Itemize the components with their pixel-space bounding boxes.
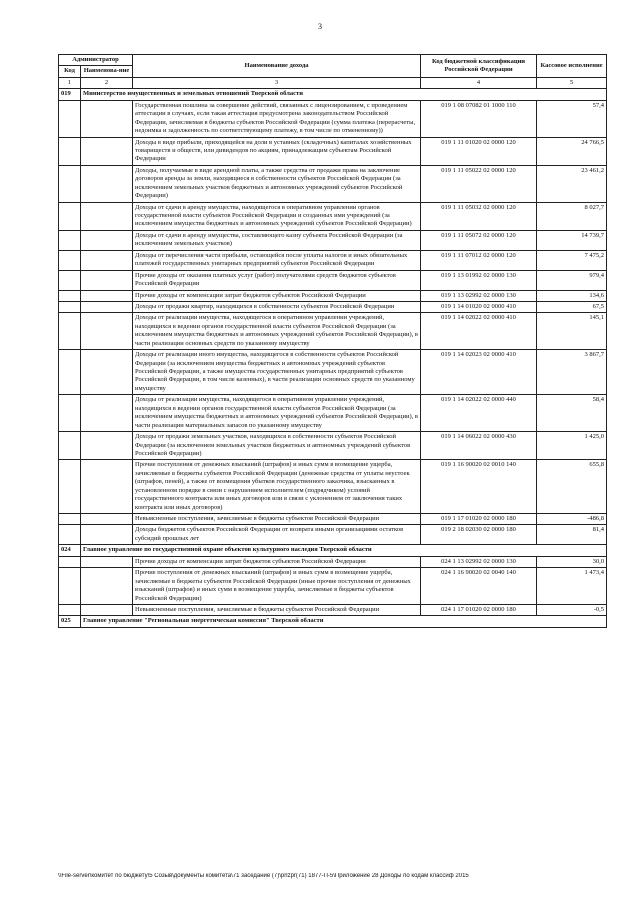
- execution-amount: 655,8: [537, 460, 607, 514]
- empty-cell: [59, 301, 81, 312]
- footer-path: \\File-server\комитет по бюджету\5 Созыв\документы комитета\71 заседание (7)\prlzpr(71) 1877-П-5\Приложение 28 Доходы по кодам классиф 2015: [58, 873, 469, 879]
- kbk-code: 019 2 18 02030 02 0000 180: [421, 525, 537, 545]
- empty-cell: [59, 604, 81, 615]
- income-description: Невыясненные поступления, зачисляемые в бюджеты субъектов Российской Федерации: [133, 604, 421, 615]
- kbk-code: 019 1 11 05072 02 0000 120: [421, 230, 537, 250]
- col-num: 3: [133, 77, 421, 88]
- table-row: [59, 395, 607, 432]
- kbk-code: 024 1 17 01020 02 0000 180: [421, 604, 537, 615]
- kbk-code: 019 1 14 02022 02 0000 440: [421, 395, 537, 432]
- empty-cell: [81, 525, 133, 545]
- execution-amount: 24 766,5: [537, 137, 607, 165]
- empty-cell: [59, 100, 81, 137]
- income-description: Доходы от сдачи в аренду имущества, составляющего казну субъекта Российской Федерации (за исключением земельных участков): [133, 230, 421, 250]
- kbk-code: 019 1 14 06022 02 0000 430: [421, 432, 537, 460]
- kbk-code: 019 1 14 02023 02 0000 410: [421, 350, 537, 395]
- empty-cell: [81, 514, 133, 525]
- income-description: Прочие поступления от денежных взысканий (штрафов) и иных сумм в возмещение ущерба, зачисляемые в бюджеты субъектов Российской Федерации (иные прочие поступления от денежных взысканий (штрафов) и иных сумм в возмещение ущерба, зачисляемые в бюджеты субъектов Российской Федерации): [133, 568, 421, 605]
- income-table: [58, 54, 607, 628]
- execution-amount: 3 867,7: [537, 350, 607, 395]
- table-row: [59, 100, 607, 137]
- empty-cell: [81, 230, 133, 250]
- group-code: 025: [59, 616, 81, 627]
- execution-amount: 81,4: [537, 525, 607, 545]
- execution-amount: 145,1: [537, 313, 607, 350]
- table-row: [59, 556, 607, 567]
- empty-cell: [59, 568, 81, 605]
- empty-cell: [81, 165, 133, 202]
- empty-cell: [59, 432, 81, 460]
- execution-amount: 979,4: [537, 270, 607, 290]
- income-description: Прочие доходы от оказания платных услуг (работ) получателями средств бюджетов субъектов Российской Федерации: [133, 270, 421, 290]
- group-code: 024: [59, 545, 81, 556]
- execution-amount: 67,5: [537, 301, 607, 312]
- empty-cell: [81, 301, 133, 312]
- empty-cell: [81, 202, 133, 230]
- table-row: [59, 514, 607, 525]
- execution-amount: 7 475,2: [537, 250, 607, 270]
- col-num: 5: [537, 77, 607, 88]
- table-row: [59, 525, 607, 545]
- execution-amount: 30,0: [537, 556, 607, 567]
- execution-amount: 57,4: [537, 100, 607, 137]
- empty-cell: [59, 313, 81, 350]
- table-row: [59, 301, 607, 312]
- income-description: Доходы от сдачи в аренду имущества, находящегося в оперативном управлении органов государственной власти субъектов Российской Федерации и созданных ими учреждений (за исключением имущества бюджетных и автономных учреждений субъектов Российской Федерации): [133, 202, 421, 230]
- empty-cell: [59, 556, 81, 567]
- group-row: [59, 545, 607, 556]
- exec-header: Кассовое исполнение: [537, 55, 607, 78]
- income-description: Прочие поступления от денежных взысканий (штрафов) и иных сумм в возмещение ущерба, зачисляемые в бюджеты субъектов Российской Федерации (денежные средства от уплаты неустоек (штрафов, пеней), а также от возмещения убытков государственного заказчика, взысканных в установленном порядке в связи с нарушением исполнителем (подрядчиком) условий государственного контракта или иных договоров или в связи с уклонением от заключения таких контракта или иных договоров): [133, 460, 421, 514]
- empty-cell: [59, 270, 81, 290]
- group-title: Главное управление "Региональная энергетическая комиссия" Тверской области: [81, 616, 607, 627]
- empty-cell: [59, 395, 81, 432]
- table-row: [59, 250, 607, 270]
- empty-cell: [59, 350, 81, 395]
- execution-amount: 134,6: [537, 290, 607, 301]
- empty-cell: [59, 460, 81, 514]
- group-row: [59, 89, 607, 100]
- kbk-code: 019 1 16 90020 02 0010 140: [421, 460, 537, 514]
- execution-amount: -486,8: [537, 514, 607, 525]
- table-row: [59, 604, 607, 615]
- income-description: Доходы от продажи земельных участков, находящихся в собственности субъектов Российской Федерации (за исключением земельных участков бюджетных и автономных учреждений субъектов Российской Федерации): [133, 432, 421, 460]
- kbk-code: 019 1 13 01992 02 0000 130: [421, 270, 537, 290]
- empty-cell: [59, 165, 81, 202]
- execution-amount: 1 425,0: [537, 432, 607, 460]
- table-row: [59, 137, 607, 165]
- name-header: Наименова-ние: [81, 66, 133, 77]
- income-description: Прочие доходы от компенсации затрат бюджетов субъектов Российской Федерации: [133, 556, 421, 567]
- income-description: Доходы, получаемые в виде арендной платы, а также средства от продажи права на заключение договоров аренды за земли, находящиеся в собственности субъектов Российской Федерации (за исключением земельных участков бюджетных и автономных учреждений субъектов Российской Федерации): [133, 165, 421, 202]
- empty-cell: [59, 137, 81, 165]
- income-description: Прочие доходы от компенсации затрат бюджетов субъектов Российской Федерации: [133, 290, 421, 301]
- empty-cell: [81, 313, 133, 350]
- table-row: [59, 202, 607, 230]
- empty-cell: [81, 137, 133, 165]
- kbk-code: 019 1 11 01020 02 0000 120: [421, 137, 537, 165]
- execution-amount: 23 461,2: [537, 165, 607, 202]
- kbk-code: 019 1 14 02022 02 0000 410: [421, 313, 537, 350]
- empty-cell: [59, 514, 81, 525]
- empty-cell: [81, 460, 133, 514]
- empty-cell: [59, 290, 81, 301]
- group-code: 019: [59, 89, 81, 100]
- page-number: 3: [318, 22, 322, 31]
- empty-cell: [81, 290, 133, 301]
- kbk-code: 019 1 14 01020 02 0000 410: [421, 301, 537, 312]
- kbk-code: 019 1 11 07012 02 0000 120: [421, 250, 537, 270]
- empty-cell: [81, 568, 133, 605]
- col-num: 4: [421, 77, 537, 88]
- table-row: [59, 313, 607, 350]
- admin-header: Администратор: [59, 55, 133, 66]
- table-row: [59, 230, 607, 250]
- income-description: Доходы от продажи квартир, находящихся в собственности субъектов Российской Федерации: [133, 301, 421, 312]
- group-row: [59, 616, 607, 627]
- empty-cell: [59, 230, 81, 250]
- group-title: Главное управление по государственной охране объектов культурного наследия Тверской области: [81, 545, 607, 556]
- empty-cell: [81, 250, 133, 270]
- execution-amount: 14 739,7: [537, 230, 607, 250]
- group-title: Министерство имущественных и земельных отношений Тверской области: [81, 89, 607, 100]
- empty-cell: [81, 556, 133, 567]
- kbk-code: 024 1 13 02992 02 0000 130: [421, 556, 537, 567]
- income-description: Доходы от перечисления части прибыли, остающейся после уплаты налогов и иных обязательных платежей государственных унитарных предприятий субъектов Российской Федерации: [133, 250, 421, 270]
- table-row: [59, 460, 607, 514]
- empty-cell: [81, 432, 133, 460]
- income-description: Невыясненные поступления, зачисляемые в бюджеты субъектов Российской Федерации: [133, 514, 421, 525]
- empty-cell: [59, 202, 81, 230]
- col-num: 2: [81, 77, 133, 88]
- income-description: Доходы в виде прибыли, приходящейся на доли в уставных (складочных) капиталах хозяйственных товариществ и обществ, или дивидендов по акциям, принадлежащим субъектам Российской Федерации: [133, 137, 421, 165]
- empty-cell: [81, 100, 133, 137]
- table-row: [59, 165, 607, 202]
- col-num: 1: [59, 77, 81, 88]
- table-row: [59, 290, 607, 301]
- income-description: Доходы от реализации иного имущества, находящегося в собственности субъектов Российской Федерации (за исключением имущества бюджетных и автономных учреждений субъектов Российской Федерации, а также имущества государственных унитарных предприятий субъектов Российской Федерации, в том числе казенных), в части реализации основных средств по указанному имуществу: [133, 350, 421, 395]
- kbk-code: 024 1 16 90020 02 0040 140: [421, 568, 537, 605]
- empty-cell: [59, 525, 81, 545]
- table-row: [59, 270, 607, 290]
- income-name-header: Наименование дохода: [133, 55, 421, 78]
- kbk-header: Код бюджетной классификации Российской Федерации: [421, 55, 537, 78]
- kbk-code: 019 1 11 05022 02 0000 120: [421, 165, 537, 202]
- kbk-code: 019 1 08 07082 01 1000 110: [421, 100, 537, 137]
- execution-amount: 8 027,7: [537, 202, 607, 230]
- empty-cell: [81, 604, 133, 615]
- kbk-code: 019 1 13 02992 02 0000 130: [421, 290, 537, 301]
- code-header: Код: [59, 66, 81, 77]
- table-row: [59, 568, 607, 605]
- empty-cell: [59, 250, 81, 270]
- empty-cell: [81, 395, 133, 432]
- income-description: Доходы от реализации имущества, находящегося в оперативном управлении учреждений, находящихся в ведении органов государственной власти субъектов Российской Федерации (за исключением имущества бюджетных и автономных учреждений субъектов Российской Федерации), в части реализации материальных запасов по указанному имуществу: [133, 395, 421, 432]
- income-description: Доходы от реализации имущества, находящегося в оперативном управлении учреждений, находящихся в ведении органов государственной власти субъектов Российской Федерации (за исключением имущества бюджетных и автономных учреждений субъектов Российской Федерации), в части реализации основных средств по указанному имуществу: [133, 313, 421, 350]
- empty-cell: [81, 350, 133, 395]
- kbk-code: 019 1 11 05032 02 0000 120: [421, 202, 537, 230]
- execution-amount: -0,5: [537, 604, 607, 615]
- execution-amount: 1 473,4: [537, 568, 607, 605]
- empty-cell: [81, 270, 133, 290]
- table-body: [59, 89, 607, 628]
- table-row: [59, 432, 607, 460]
- execution-amount: 58,4: [537, 395, 607, 432]
- table-row: [59, 350, 607, 395]
- income-description: Государственная пошлина за совершение действий, связанных с лицензированием, с проведением аттестации в случаях, если такая аттестация предусмотрена законодательством Российской Федерации, зачисляемая в бюджеты субъектов Российской Федерации (сумма платежа (перерасчеты, недоимка и задолженность по соответствующему платежу, в том числе по отмененному)): [133, 100, 421, 137]
- kbk-code: 019 1 17 01020 02 0000 180: [421, 514, 537, 525]
- income-description: Доходы бюджетов субъектов Российской Федерации от возврата иными организациями остатков субсидий прошлых лет: [133, 525, 421, 545]
